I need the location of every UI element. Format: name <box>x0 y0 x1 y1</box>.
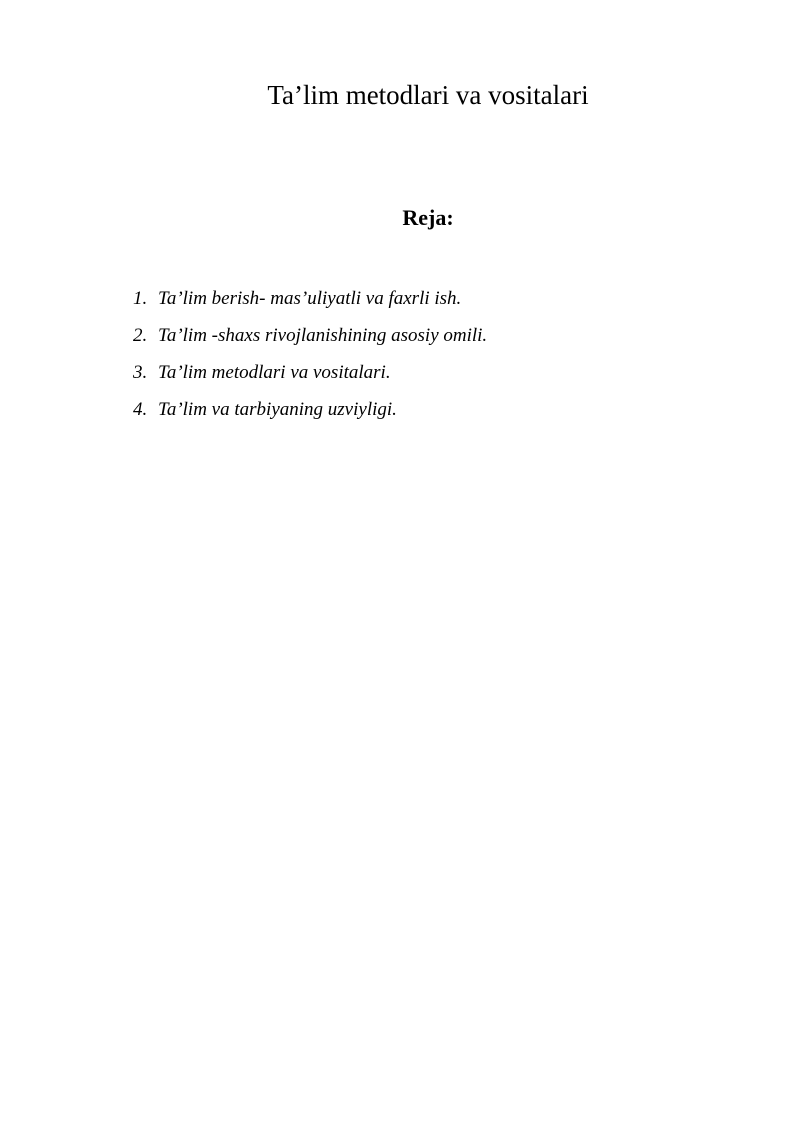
document-title: Ta’lim metodlari va vositalari <box>267 80 589 110</box>
plan-item-number: 4. <box>133 399 148 420</box>
plan-item-number: 2. <box>133 325 148 346</box>
plan-item-number: 1. <box>133 288 148 309</box>
plan-item-text: Ta’lim -shaxs rivojlanishining asosiy omili. <box>158 325 488 346</box>
plan-item-text: Ta’lim berish- mas’uliyatli va faxrli ish. <box>158 288 462 309</box>
plan-item-text: Ta’lim metodlari va vositalari. <box>158 362 391 383</box>
plan-list <box>133 280 753 428</box>
plan-item-text: Ta’lim va tarbiyaning uzviyligi. <box>158 399 397 420</box>
plan-item-4 <box>133 391 753 428</box>
plan-item-number: 3. <box>133 362 148 383</box>
plan-heading: Reja: <box>402 205 454 230</box>
plan-item-2 <box>133 317 753 354</box>
plan-item-1 <box>133 280 753 317</box>
plan-item-3 <box>133 354 753 391</box>
